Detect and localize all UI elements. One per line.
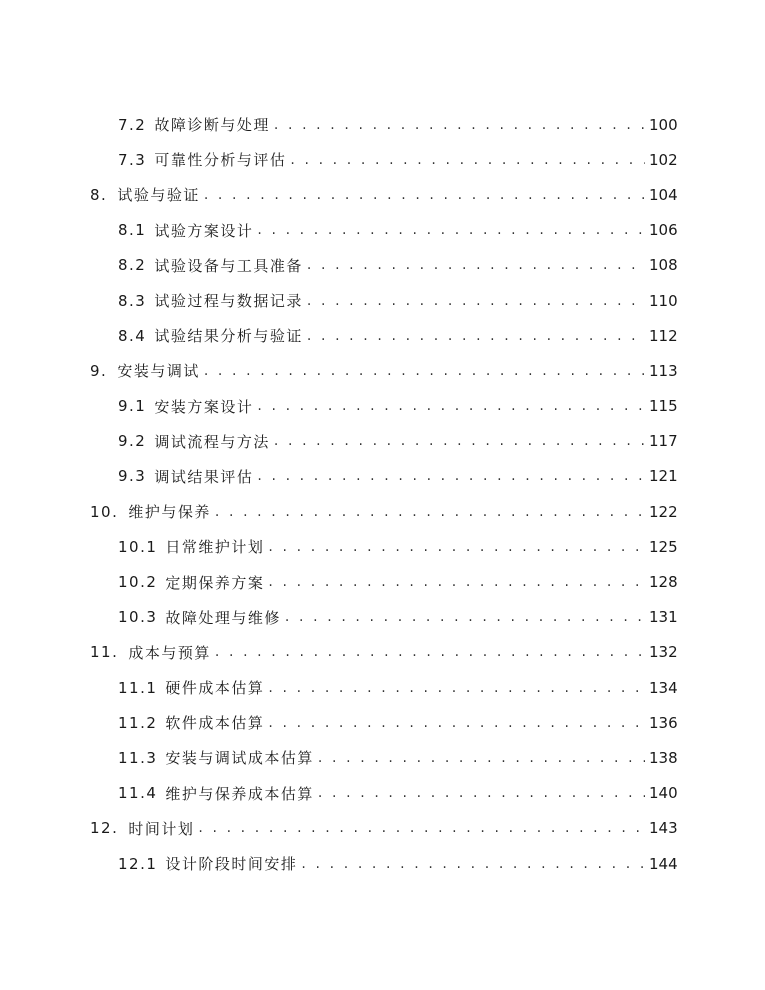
- toc-entry-number: 11.4: [118, 784, 158, 803]
- toc-leader-dots: [215, 504, 645, 520]
- toc-entry-number: 8.3: [118, 291, 147, 310]
- toc-entry[interactable]: [0, 283, 765, 318]
- toc-entry-number: 11.: [90, 643, 119, 662]
- toc-entry-page: 125: [649, 537, 678, 556]
- toc-entry-title: 硬件成本估算: [165, 679, 265, 698]
- toc-entry-page: 113: [649, 361, 678, 380]
- toc-entry-title: 维护与保养: [128, 503, 211, 522]
- toc-entry-title: 安装与调试: [117, 362, 200, 381]
- toc-entry[interactable]: [0, 600, 765, 635]
- toc-entry[interactable]: [0, 635, 765, 670]
- toc-entry[interactable]: [0, 213, 765, 248]
- toc-entry-number: 10.: [90, 502, 119, 521]
- toc-entry-title: 调试流程与方法: [154, 432, 270, 451]
- toc-entry[interactable]: [0, 529, 765, 564]
- toc-leader-dots: [290, 152, 645, 168]
- toc-entry-page: 132: [649, 643, 678, 662]
- toc-entry-page: 117: [649, 432, 678, 451]
- toc-entry-page: 121: [649, 467, 678, 486]
- toc-leader-dots: [274, 433, 645, 449]
- toc-entry-page: 140: [649, 784, 678, 803]
- toc-entry-page: 112: [649, 326, 678, 345]
- toc-entry-number: 9.: [90, 361, 108, 380]
- toc-entry-number: 10.1: [118, 537, 158, 556]
- toc-entry[interactable]: [0, 705, 765, 740]
- toc-entry-title: 设计阶段时间安排: [165, 855, 298, 874]
- toc-entry[interactable]: [0, 353, 765, 388]
- toc-entry-number: 11.2: [118, 713, 158, 732]
- toc-leader-dots: [268, 574, 645, 590]
- toc-entry[interactable]: [0, 846, 765, 881]
- toc-entry-title: 试验与验证: [117, 186, 200, 205]
- toc-leader-dots: [285, 609, 645, 625]
- toc-leader-dots: [268, 715, 645, 731]
- toc-entry-title: 维护与保养成本估算: [165, 784, 314, 803]
- toc-leader-dots: [268, 680, 645, 696]
- toc-entry-title: 试验设备与工具准备: [154, 256, 303, 275]
- toc-leader-dots: [198, 820, 645, 836]
- toc-leader-dots: [307, 328, 645, 344]
- toc-entry[interactable]: [0, 107, 765, 142]
- toc-entry-number: 8.2: [118, 256, 147, 275]
- toc-entry[interactable]: [0, 459, 765, 494]
- toc-leader-dots: [215, 644, 645, 660]
- toc-entry-title: 日常维护计划: [165, 538, 265, 557]
- toc-entry-page: 143: [649, 819, 678, 838]
- toc-entry-page: 100: [649, 115, 678, 134]
- toc-entry-number: 11.3: [118, 748, 158, 767]
- toc-entry-number: 8.: [90, 185, 108, 204]
- toc-entry[interactable]: [0, 564, 765, 599]
- toc-leader-dots: [204, 363, 645, 379]
- toc-entry[interactable]: [0, 142, 765, 177]
- toc-entry[interactable]: [0, 318, 765, 353]
- toc-leader-dots: [257, 222, 645, 238]
- toc-entry-page: 115: [649, 397, 678, 416]
- toc-entry[interactable]: [0, 389, 765, 424]
- toc-entry-number: 9.3: [118, 467, 147, 486]
- toc-leader-dots: [318, 785, 645, 801]
- toc-entry-page: 144: [649, 854, 678, 873]
- toc-entry-title: 成本与预算: [128, 643, 211, 662]
- toc-leader-dots: [307, 293, 645, 309]
- toc-entry-title: 试验方案设计: [154, 221, 254, 240]
- toc-entry[interactable]: [0, 811, 765, 846]
- toc-entry-title: 可靠性分析与评估: [154, 151, 287, 170]
- toc-entry-number: 7.2: [118, 115, 147, 134]
- toc-entry[interactable]: [0, 424, 765, 459]
- toc-entry-page: 106: [649, 221, 678, 240]
- toc-leader-dots: [318, 750, 645, 766]
- toc-entry-number: 7.3: [118, 150, 147, 169]
- toc-entry-number: 8.4: [118, 326, 147, 345]
- toc-entry-page: 108: [649, 256, 678, 275]
- toc-leader-dots: [274, 117, 645, 133]
- toc-entry-page: 102: [649, 150, 678, 169]
- toc-entry-title: 调试结果评估: [154, 467, 254, 486]
- toc-entry[interactable]: [0, 494, 765, 529]
- toc-entry-page: 122: [649, 502, 678, 521]
- toc-entry-number: 10.3: [118, 608, 158, 627]
- toc-entry-page: 136: [649, 713, 678, 732]
- toc-entry-page: 110: [649, 291, 678, 310]
- toc-entry-page: 131: [649, 608, 678, 627]
- toc-entry-title: 安装与调试成本估算: [165, 749, 314, 768]
- toc-entry-title: 试验结果分析与验证: [154, 327, 303, 346]
- toc-leader-dots: [257, 398, 645, 414]
- toc-entry-number: 8.1: [118, 221, 147, 240]
- toc-leader-dots: [301, 856, 645, 872]
- toc-entry-page: 128: [649, 573, 678, 592]
- toc-entry-number: 11.1: [118, 678, 158, 697]
- toc-entry[interactable]: [0, 670, 765, 705]
- toc-entry-number: 9.2: [118, 432, 147, 451]
- toc-entry[interactable]: [0, 248, 765, 283]
- toc-entry-page: 134: [649, 678, 678, 697]
- table-of-contents: [0, 107, 765, 881]
- toc-entry-number: 12.1: [118, 854, 158, 873]
- toc-entry-number: 12.: [90, 819, 119, 838]
- toc-entry-title: 定期保养方案: [165, 573, 265, 592]
- toc-leader-dots: [204, 187, 645, 203]
- toc-entry-title: 时间计划: [128, 819, 195, 838]
- toc-entry[interactable]: [0, 740, 765, 775]
- toc-entry-title: 安装方案设计: [154, 397, 254, 416]
- toc-entry[interactable]: [0, 177, 765, 212]
- toc-entry-title: 故障诊断与处理: [154, 116, 270, 135]
- toc-entry-title: 试验过程与数据记录: [154, 292, 303, 311]
- toc-entry-title: 故障处理与维修: [165, 608, 281, 627]
- toc-entry-number: 10.2: [118, 573, 158, 592]
- toc-entry[interactable]: [0, 776, 765, 811]
- toc-leader-dots: [257, 468, 645, 484]
- toc-entry-title: 软件成本估算: [165, 714, 265, 733]
- toc-leader-dots: [307, 257, 645, 273]
- toc-entry-page: 138: [649, 748, 678, 767]
- toc-entry-page: 104: [649, 185, 678, 204]
- toc-leader-dots: [268, 539, 645, 555]
- toc-entry-number: 9.1: [118, 397, 147, 416]
